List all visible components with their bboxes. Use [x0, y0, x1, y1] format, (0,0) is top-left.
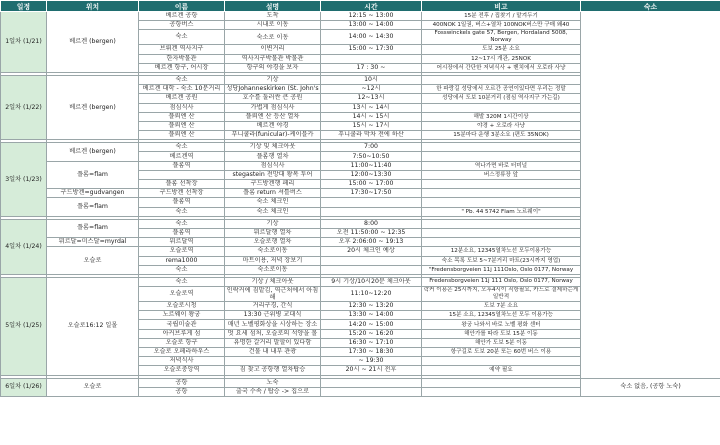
note-cell [422, 228, 581, 237]
time-cell: 14:20 ~ 15:00 [321, 320, 422, 329]
note-cell [422, 387, 581, 396]
name-cell: 베르겐역 [139, 152, 225, 161]
note-cell: 성당에서 도보 10분거리 (점심 역사지구 가는길) [422, 94, 581, 103]
note-cell [422, 238, 581, 247]
description-cell: 플뢰엔 산 등산 열차 [225, 112, 321, 121]
header-row [1, 1, 720, 12]
description-cell: 숙소 체크인 [225, 207, 321, 216]
description-cell: stegastein 전망대 왕복 투어 [225, 170, 321, 179]
table-row [1, 12, 720, 21]
description-cell: 짐 찾고 공항행 열차탑승 [225, 366, 321, 375]
description-cell: 이변거리 [225, 45, 321, 54]
name-cell: 베르겐 항구, 어시장 [139, 63, 225, 72]
location-cell: 플롬=flam [47, 219, 139, 237]
name-cell: 한자박물관 [139, 54, 225, 63]
note-cell [422, 103, 581, 112]
name-cell: 플롬 선착장 [139, 180, 225, 189]
time-cell: 20시 ~ 21시 전후 [321, 366, 422, 375]
description-cell [225, 357, 321, 366]
name-cell: 숙소 [139, 219, 225, 228]
name-cell: rema1000 [139, 256, 225, 265]
location-cell: 오슬로 [47, 247, 139, 275]
day-cell: 4일차 (1/24) [1, 219, 47, 274]
description-cell: 성당Johanneskirken (St. John's [226, 85, 319, 93]
note-cell: 버스정류장 앞 [422, 170, 581, 179]
lodging-cell [581, 12, 720, 379]
time-cell: 10시 [321, 75, 422, 84]
note-cell: 15분마다 운행 3분소요 (편도 35NOK) [422, 131, 581, 140]
description-cell: 플롬 return 셔틀버스 [225, 189, 321, 198]
time-cell: 17:30 ~ 18:30 [321, 348, 422, 357]
location-cell: 베르겐 (bergen) [47, 75, 139, 139]
day-cell: 6일차 (1/26) [1, 378, 47, 396]
day-cell: 5일차 (1/25) [1, 277, 47, 375]
time-cell [321, 198, 422, 207]
time-cell: 17:30~17:50 [321, 189, 422, 198]
time-cell: 15:20 ~ 16:20 [321, 329, 422, 338]
name-cell: 국립미술관 [139, 320, 225, 329]
note-cell: 숙소 목록 도보 5~7분거리 마트(23시까지 영업) [422, 256, 581, 265]
day-cell: 1일차 (1/21) [1, 12, 47, 73]
description-cell: 역사지구박물관 박물관 [225, 54, 321, 63]
description-cell: 매년 노벨평화상을 시상하는 장소 [225, 320, 321, 329]
name-cell: 숙소 [139, 30, 225, 45]
description-cell: 건물 내 내부 관광 [225, 348, 321, 357]
time-cell: 16:30 ~ 17:10 [321, 338, 422, 347]
time-cell: 11:10~12:20 [321, 287, 422, 302]
time-cell [321, 207, 422, 216]
name-cell: 베르겐 공원 [139, 94, 225, 103]
time-cell [321, 256, 422, 265]
name-cell: 공항 [139, 387, 225, 396]
description-cell: 숙소 체크인 [225, 198, 321, 207]
note-cell: "Fredensborgveien 11j 111Oslo, Oslo 0177, Norway [422, 265, 581, 274]
name-cell: 베르겐 공항 [139, 12, 225, 21]
time-cell: 13:00 ~ 14:00 [321, 21, 422, 30]
lodging-cell: 숙소 없음, (공항 노숙) [581, 378, 720, 396]
description-cell: 인락커에 짐맡김, 역근처에서 아침 해 [225, 287, 321, 302]
day-cell: 2일차 (1/22) [1, 75, 47, 139]
note-cell [422, 219, 581, 228]
note-cell: 락커 이용은 25시까지, 오후4시이 직항필요, 카드로 결제하는게 일반적 [422, 287, 581, 302]
time-cell: 11:00~11:40 [321, 161, 422, 170]
name-cell: 숙소 [139, 207, 225, 216]
header-day: 일정 [1, 1, 47, 12]
name-cell: 저녁식사 [139, 357, 225, 366]
note-cell: 도보 25분 소요 [422, 45, 581, 54]
time-cell [321, 387, 422, 396]
header-description: 설명 [225, 1, 321, 12]
header-location: 위치 [47, 1, 139, 12]
time-cell: 14시 ~ 15시 [321, 112, 422, 121]
name-cell: 숙소 [139, 265, 225, 274]
name-cell: 오슬로 오페라하우스 [139, 348, 225, 357]
location-cell: 오슬로16:12 일몰 [47, 277, 139, 375]
description-cell: 기상 / 체크아웃 [225, 277, 321, 286]
description-cell: 점심식사 [225, 161, 321, 170]
name-cell: 브뤼겐 역사지구 [139, 45, 225, 54]
note-cell: 해발 320M 1시간이상 [422, 112, 581, 121]
description-cell: 항구의 야경을 보자 [225, 63, 321, 72]
time-cell: 7:50~10:50 [321, 152, 422, 161]
description-cell: 기상 [225, 219, 321, 228]
time-cell: 20시 체크인 예상 [321, 247, 422, 256]
day-cell: 3일차 (1/23) [1, 143, 47, 217]
name-cell: 노르웨이 왕궁 [139, 311, 225, 320]
note-cell: 12분소요, 12345열차노선 모두이용가능 [422, 247, 581, 256]
name-cell: 오슬로 항구 [139, 338, 225, 347]
note-cell: 15분 전후 / 집찾기 / 맡겨두기 [422, 12, 581, 21]
name-cell [139, 170, 225, 179]
description-cell: 출국 수속 / 탑승 -> 집으로 [225, 387, 321, 396]
name-cell: 구드방겐 선착장 [139, 189, 225, 198]
time-cell: 12:30 ~ 13:20 [321, 302, 422, 311]
note-cell: 15분 소요, 12345열차노선 모두 이용가능 [422, 311, 581, 320]
name-cell: 숙소 [139, 277, 225, 286]
time-cell: 14:00 ~ 14:30 [321, 30, 422, 45]
description-cell: 도착 [225, 12, 321, 21]
description-cell: 숙소로 이동 [225, 30, 321, 45]
name-cell: 플롬역 [139, 198, 225, 207]
note-cell: 어시장에서 간단한 저녁식사 + 벤치에서 오로라 사냥 [422, 63, 581, 72]
name-cell: 공항 [139, 378, 225, 387]
location-cell: 베르겐 (bergen) [47, 143, 139, 161]
name-cell: 공항버스 [139, 21, 225, 30]
name-cell: 뮈르달역 [139, 238, 225, 247]
note-cell [422, 198, 581, 207]
name-cell: 플뢰엔 산 [139, 112, 225, 121]
note-cell [422, 378, 581, 387]
location-cell: 플롬=flam [47, 198, 139, 216]
description-cell: 기상 [225, 75, 321, 84]
time-cell: 12:15 ~ 13:00 [321, 12, 422, 21]
time-cell: 13시 ~ 14시 [321, 103, 422, 112]
note-cell: 해안가 도보 5분 이동 [422, 338, 581, 347]
name-cell: 오슬로시청 [139, 302, 225, 311]
description-cell: 기상 및 체크아웃 [225, 143, 321, 152]
note-cell: " Pb. 44 5742 Flam 노르웨이" [422, 207, 581, 216]
note-cell: 왕궁 나와서 바로 노벨 평화 센터 [422, 320, 581, 329]
location-cell: 플롬=flam [47, 161, 139, 189]
note-cell: 해안가를 따라 도보 15분 이동 [422, 329, 581, 338]
time-cell [321, 265, 422, 274]
description-cell: 호수를 둘러싼 큰 공원 [225, 94, 321, 103]
note-cell: Fredensborgveien 11j 111 Oslo, Oslo 0177, Norway [422, 277, 581, 286]
time-cell: 푸니쿨라 막차 전에 하산 [321, 131, 422, 140]
name-cell: 베르겐 대학 - 숙소 10분거리 [139, 85, 225, 94]
note-cell [422, 152, 581, 161]
time-cell: 12~13시 [321, 94, 422, 103]
description-cell: 구드방겐행 페리 [225, 180, 321, 189]
description-cell: 베르겐 야경 [225, 121, 321, 130]
note-cell [422, 143, 581, 152]
time-cell: 17 : 30 ~ [321, 63, 422, 72]
description-cell: 오슬로행 열차 [225, 238, 321, 247]
time-cell [321, 54, 422, 63]
name-cell: 숙소 [139, 143, 225, 152]
description-cell: 유명한 갈거리 말할이 있다함 [225, 338, 321, 347]
description-cell: 뮈르달행 열차 [225, 228, 321, 237]
table-row [1, 378, 720, 387]
name-cell: 아커브루게 섬 [139, 329, 225, 338]
header-note: 비고 [422, 1, 581, 12]
time-cell: 9시 기상/10시20분 체크아웃 [321, 277, 422, 286]
description-cell: 플롬행 열차 [225, 152, 321, 161]
time-cell: 12:00~13:30 [321, 170, 422, 179]
time-cell: 13:30 ~ 14:00 [321, 311, 422, 320]
description-cell: 노숙 [225, 378, 321, 387]
time-cell: 8:00 [321, 219, 422, 228]
name-cell: 오슬로역 [139, 287, 225, 302]
time-cell: ~12시 [321, 85, 422, 94]
description-cell: 시내로 이동 [225, 21, 321, 30]
name-cell: 숙소 [139, 75, 225, 84]
time-cell: 15시 ~ 17시 [321, 121, 422, 130]
time-cell [321, 378, 422, 387]
note-cell [422, 75, 581, 84]
time-cell: 15:00 ~ 17:00 [321, 180, 422, 189]
note-cell: 항구길로 도보 20분 또는 60번 버스 이용 [422, 348, 581, 357]
header-time: 시간 [321, 1, 422, 12]
name-cell: 점심식사 [139, 103, 225, 112]
time-cell: ~ 19:30 [321, 357, 422, 366]
location-cell: 구드방겐=gudvangen [47, 189, 139, 198]
description-cell: 푸니쿨라(funicular)-케이블카 [225, 131, 321, 140]
time-cell: 7:00 [321, 143, 422, 152]
time-cell: 오전 11:50:00 ~ 12:35 [321, 228, 422, 237]
description-cell: 숙소로이동 [225, 247, 321, 256]
note-cell [422, 189, 581, 198]
itinerary-body [1, 12, 720, 397]
name-cell: 플롬역 [139, 228, 225, 237]
description-cell: 마트이용, 저녁 장보기 [225, 256, 321, 265]
description-cell: 멋 요세 섬처, 오슬로의 석양을 볼 [225, 329, 321, 338]
note-cell: 예약 필요 [422, 366, 581, 375]
header-name: 이름 [139, 1, 225, 12]
location-cell: 뮈르달=미스달=myrdal [47, 238, 139, 247]
name-cell: 플롬역 [139, 161, 225, 170]
location-cell: 오슬로 [47, 378, 139, 396]
location-cell: 베르겐 (bergen) [47, 12, 139, 73]
note-cell: 400NOK 1일권, 버스+열차 100NOK버스만 구매 왜40 [422, 21, 581, 30]
name-cell: 오슬로중앙역 [139, 366, 225, 375]
note-cell [422, 357, 581, 366]
name-cell: 플뢰엔 산 [139, 131, 225, 140]
note-cell [422, 180, 581, 189]
name-cell: 오슬로역 [139, 247, 225, 256]
name-cell: 플뢰엔 산 [139, 121, 225, 130]
time-cell: 오후 2:06:00 ~ 19:13 [321, 238, 422, 247]
note-cell: Fosswinckels gate 57, Bergen, Hordaland 5008, Norway [422, 30, 581, 45]
note-cell: 12~17시 개관, 25NOK [422, 54, 581, 63]
description-cell: 거리구경, 간식 [225, 302, 321, 311]
time-cell: 15:00 ~ 17:30 [321, 45, 422, 54]
description-cell: 13:30 근위병 교대식 [225, 311, 321, 320]
description-cell: 숙소로이동 [225, 265, 321, 274]
header-lodging: 숙소 [581, 1, 720, 12]
note-cell: 한 파랑길 성당에서 오르간 공연이있다면 우리는 정말 [422, 85, 581, 94]
description-cell: 가볍게 점심식사 [225, 103, 321, 112]
note-cell: 도보 7분 소요 [422, 302, 581, 311]
note-cell: 야경 + 오로라 사냥 [422, 121, 581, 130]
note-cell: 역나가면 바로 터미널 [422, 161, 581, 170]
